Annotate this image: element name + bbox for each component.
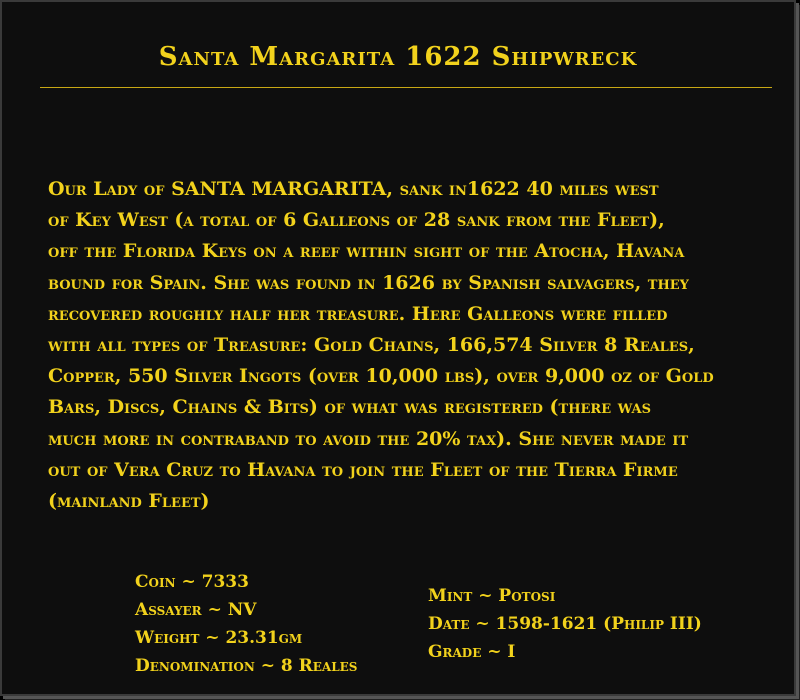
- spec-mint: Mint ~ Potosi: [428, 586, 556, 606]
- coin-specs-left: [135, 568, 357, 680]
- description-line: Copper, 550 Silver Ingots (over 10,000 lbs), over 9,000 oz of Gold: [48, 365, 714, 388]
- description-line: out of Vera Cruz to Havana to join the Fleet of the Tierra Firme: [48, 458, 678, 481]
- spec-date: Date ~ 1598-1621 (Philip III): [428, 614, 702, 634]
- title-divider: [40, 87, 772, 88]
- description-line: recovered roughly half her treasure. Here Galleons were filled: [48, 302, 668, 325]
- spec-weight: Weight ~ 23.31gm: [135, 628, 303, 648]
- spec-coin-number: Coin ~ 7333: [135, 572, 249, 592]
- description-line: bound for Spain. She was found in 1626 by Spanish salvagers, they: [48, 271, 689, 294]
- description-line: of Key West (a total of 6 Galleons of 28 sank from the Fleet),: [48, 209, 665, 232]
- description-line: Our Lady of SANTA MARGARITA, sank in1622 40 miles west: [48, 178, 659, 200]
- description-line: with all types of Treasure: Gold Chains, 166,574 Silver 8 Reales,: [48, 334, 695, 357]
- description-line: Bars, Discs, Chains & Bits) of what was registered (there was: [48, 396, 651, 419]
- description-line: (mainland Fleet): [48, 490, 210, 513]
- spec-grade: Grade ~ I: [428, 642, 516, 662]
- description-text: [48, 174, 788, 517]
- coin-specs-right: [428, 582, 702, 666]
- description-line: off the Florida Keys on a reef within sight of the Atocha, Havana: [48, 240, 685, 263]
- spec-assayer: Assayer ~ NV: [135, 600, 257, 620]
- description-line: much more in contraband to avoid the 20% tax). She never made it: [48, 427, 689, 450]
- page-title: Santa Margarita 1622 Shipwreck: [158, 42, 638, 72]
- spec-denomination: Denomination ~ 8 Reales: [135, 656, 358, 676]
